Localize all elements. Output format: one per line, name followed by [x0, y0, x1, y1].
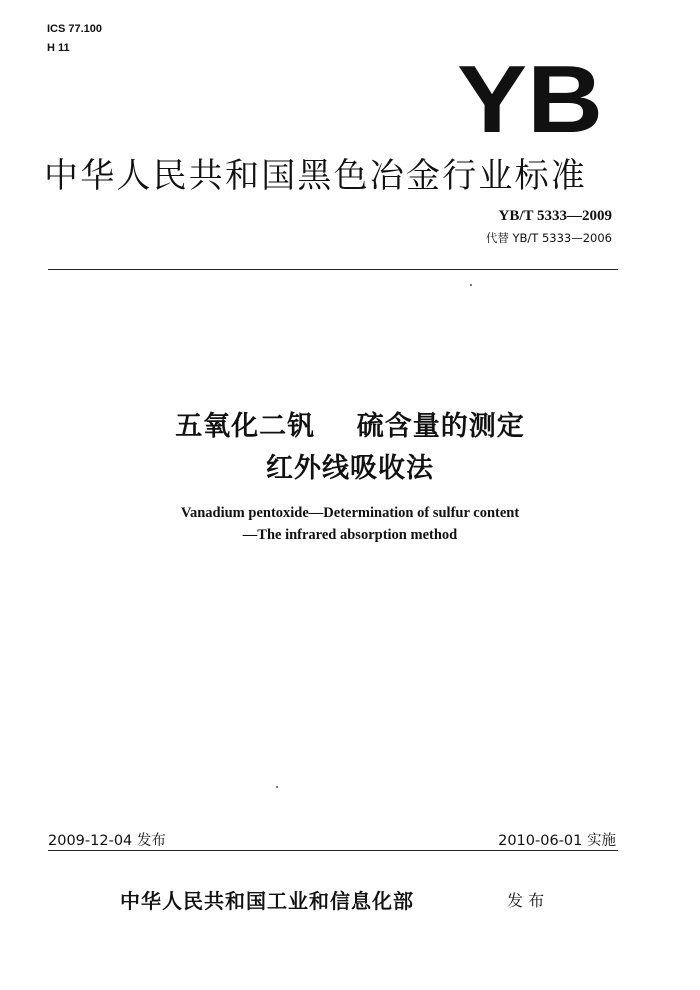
publisher-name: 中华人民共和国工业和信息化部: [120, 889, 414, 913]
organization-title: 中华人民共和国黑色冶金行业标准: [44, 156, 587, 196]
ccs-code: H 11: [47, 42, 70, 54]
scan-speck: [470, 284, 472, 286]
publish-label: 发 布: [507, 891, 545, 910]
scan-speck: [276, 786, 278, 788]
yb-logo-text: YB: [457, 58, 603, 136]
title-zh-line1: 五氧化二钒 硫含量的测定: [175, 411, 525, 442]
title-en-line2: —The infrared absorption method: [242, 527, 458, 543]
implementation-date: 2010-06-01 实施: [498, 833, 616, 849]
title-en-line1: Vanadium pentoxide—Determination of sulfur content: [180, 505, 520, 521]
issue-date: 2009-12-04 发布: [48, 833, 166, 849]
classification-codes: [47, 20, 102, 58]
standard-code: YB/T 5333—2009: [498, 208, 612, 224]
title-zh-line2: 红外线吸收法: [266, 453, 434, 484]
ics-code: ICS 77.100: [47, 23, 103, 35]
bottom-divider: [48, 850, 618, 851]
top-divider: [48, 269, 618, 270]
replaces-code: 代替 YB/T 5333—2006: [485, 231, 612, 245]
yb-logo: [455, 58, 605, 136]
